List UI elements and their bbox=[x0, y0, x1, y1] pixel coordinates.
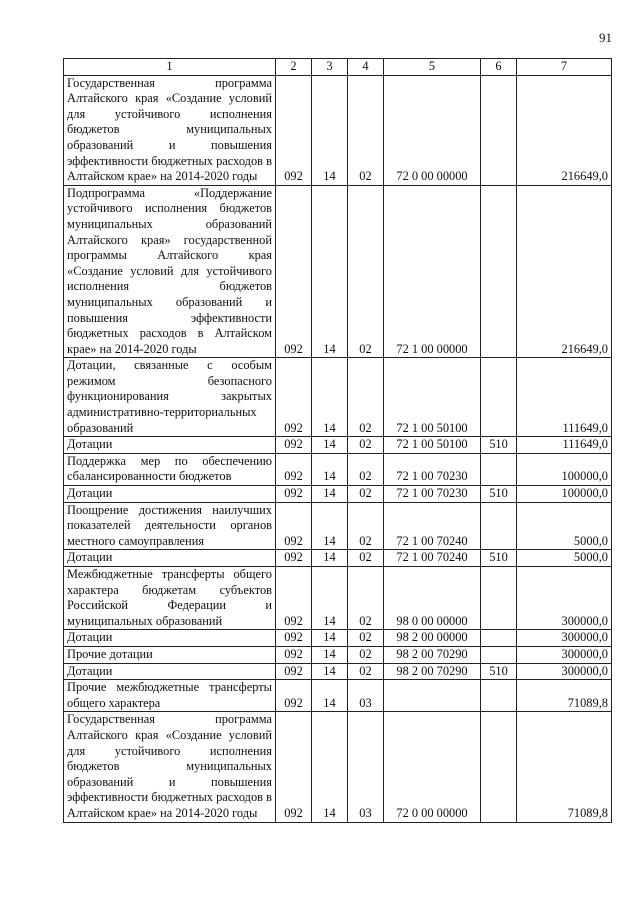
table-row bbox=[64, 550, 612, 567]
row-name: Дотации, связанные с особым режимом безопасного функционирования закрытых административно-территориальных образований bbox=[64, 358, 276, 437]
amount: 100000,0 bbox=[517, 453, 612, 485]
expense-type-code bbox=[481, 75, 517, 185]
table-row bbox=[64, 358, 612, 437]
subsection-code: 02 bbox=[348, 663, 384, 680]
column-header: 2 bbox=[276, 59, 312, 76]
amount: 300000,0 bbox=[517, 663, 612, 680]
target-article-code: 72 0 00 00000 bbox=[384, 75, 481, 185]
section-code: 14 bbox=[312, 663, 348, 680]
expense-type-code bbox=[481, 453, 517, 485]
subsection-code: 02 bbox=[348, 646, 384, 663]
ministry-code: 092 bbox=[276, 75, 312, 185]
subsection-code: 02 bbox=[348, 358, 384, 437]
target-article-code: 98 2 00 70290 bbox=[384, 663, 481, 680]
table-row bbox=[64, 630, 612, 647]
ministry-code: 092 bbox=[276, 502, 312, 550]
subsection-code: 02 bbox=[348, 502, 384, 550]
row-name: Дотации bbox=[64, 486, 276, 503]
ministry-code: 092 bbox=[276, 185, 312, 358]
table-row bbox=[64, 567, 612, 630]
ministry-code: 092 bbox=[276, 453, 312, 485]
amount: 216649,0 bbox=[517, 75, 612, 185]
row-name: Прочие дотации bbox=[64, 646, 276, 663]
amount: 71089,8 bbox=[517, 712, 612, 822]
table-row bbox=[64, 646, 612, 663]
row-name: Прочие межбюджетные трансферты общего характера bbox=[64, 680, 276, 712]
subsection-code: 03 bbox=[348, 680, 384, 712]
ministry-code: 092 bbox=[276, 630, 312, 647]
table-row bbox=[64, 712, 612, 822]
target-article-code: 98 0 00 00000 bbox=[384, 567, 481, 630]
ministry-code: 092 bbox=[276, 567, 312, 630]
expense-type-code bbox=[481, 630, 517, 647]
amount: 5000,0 bbox=[517, 502, 612, 550]
subsection-code: 02 bbox=[348, 437, 384, 454]
ministry-code: 092 bbox=[276, 550, 312, 567]
section-code: 14 bbox=[312, 502, 348, 550]
row-name: Межбюджетные трансферты общего характера бюджетам субъектов Российской Федерации и муниципальных образований bbox=[64, 567, 276, 630]
row-name: Поддержка мер по обеспечению сбалансированности бюджетов bbox=[64, 453, 276, 485]
expense-type-code: 510 bbox=[481, 437, 517, 454]
expense-type-code bbox=[481, 712, 517, 822]
target-article-code: 98 2 00 70290 bbox=[384, 646, 481, 663]
expense-type-code bbox=[481, 185, 517, 358]
column-header: 3 bbox=[312, 59, 348, 76]
expense-type-code: 510 bbox=[481, 550, 517, 567]
target-article-code: 72 1 00 70230 bbox=[384, 453, 481, 485]
section-code: 14 bbox=[312, 646, 348, 663]
subsection-code: 02 bbox=[348, 75, 384, 185]
expense-type-code: 510 bbox=[481, 486, 517, 503]
section-code: 14 bbox=[312, 567, 348, 630]
row-name: Дотации bbox=[64, 630, 276, 647]
section-code: 14 bbox=[312, 486, 348, 503]
row-name: Дотации bbox=[64, 437, 276, 454]
column-header: 5 bbox=[384, 59, 481, 76]
row-name: Дотации bbox=[64, 550, 276, 567]
ministry-code: 092 bbox=[276, 712, 312, 822]
target-article-code: 72 1 00 50100 bbox=[384, 358, 481, 437]
amount: 300000,0 bbox=[517, 630, 612, 647]
table-row bbox=[64, 185, 612, 358]
expense-type-code: 510 bbox=[481, 663, 517, 680]
section-code: 14 bbox=[312, 680, 348, 712]
row-name: Дотации bbox=[64, 663, 276, 680]
section-code: 14 bbox=[312, 358, 348, 437]
table-row bbox=[64, 663, 612, 680]
column-header: 1 bbox=[64, 59, 276, 76]
column-header: 6 bbox=[481, 59, 517, 76]
ministry-code: 092 bbox=[276, 663, 312, 680]
table-row bbox=[64, 680, 612, 712]
section-code: 14 bbox=[312, 437, 348, 454]
amount: 300000,0 bbox=[517, 646, 612, 663]
subsection-code: 02 bbox=[348, 185, 384, 358]
target-article-code: 72 1 00 00000 bbox=[384, 185, 481, 358]
amount: 300000,0 bbox=[517, 567, 612, 630]
ministry-code: 092 bbox=[276, 680, 312, 712]
section-code: 14 bbox=[312, 550, 348, 567]
section-code: 14 bbox=[312, 185, 348, 358]
target-article-code: 72 0 00 00000 bbox=[384, 712, 481, 822]
row-name: Подпрограмма «Поддержание устойчивого исполнения бюджетов муниципальных образований Алтайского края» государственной программы Алтайского края «Создание условий для устойчивого исполнения бюджетов муниципальных образований и повышения эффективности бюджетных расходов в Алтайском крае» на 2014-2020 годы bbox=[64, 185, 276, 358]
subsection-code: 02 bbox=[348, 453, 384, 485]
row-name: Государственная программа Алтайского края «Создание условий для устойчивого исполнения бюджетов муниципальных образований и повышения эффективности бюджетных расходов в Алтайском крае» на 2014-2020 годы bbox=[64, 712, 276, 822]
table-row bbox=[64, 502, 612, 550]
subsection-code: 02 bbox=[348, 567, 384, 630]
budget-table bbox=[63, 58, 612, 823]
target-article-code: 72 1 00 70240 bbox=[384, 502, 481, 550]
expense-type-code bbox=[481, 502, 517, 550]
target-article-code: 98 2 00 00000 bbox=[384, 630, 481, 647]
target-article-code: 72 1 00 70230 bbox=[384, 486, 481, 503]
amount: 216649,0 bbox=[517, 185, 612, 358]
row-name: Государственная программа Алтайского края «Создание условий для устойчивого исполнения бюджетов муниципальных образований и повышения эффективности бюджетных расходов в Алтайском крае» на 2014-2020 годы bbox=[64, 75, 276, 185]
section-code: 14 bbox=[312, 453, 348, 485]
expense-type-code bbox=[481, 358, 517, 437]
target-article-code bbox=[384, 680, 481, 712]
ministry-code: 092 bbox=[276, 486, 312, 503]
page-number: 91 bbox=[599, 30, 612, 45]
amount: 71089,8 bbox=[517, 680, 612, 712]
ministry-code: 092 bbox=[276, 358, 312, 437]
amount: 5000,0 bbox=[517, 550, 612, 567]
expense-type-code bbox=[481, 646, 517, 663]
section-code: 14 bbox=[312, 75, 348, 185]
subsection-code: 02 bbox=[348, 630, 384, 647]
header-row bbox=[64, 59, 612, 76]
target-article-code: 72 1 00 70240 bbox=[384, 550, 481, 567]
table-row bbox=[64, 486, 612, 503]
table-row bbox=[64, 437, 612, 454]
subsection-code: 03 bbox=[348, 712, 384, 822]
expense-type-code bbox=[481, 567, 517, 630]
ministry-code: 092 bbox=[276, 437, 312, 454]
expense-type-code bbox=[481, 680, 517, 712]
ministry-code: 092 bbox=[276, 646, 312, 663]
subsection-code: 02 bbox=[348, 550, 384, 567]
amount: 111649,0 bbox=[517, 437, 612, 454]
table-row bbox=[64, 453, 612, 485]
section-code: 14 bbox=[312, 630, 348, 647]
table-row bbox=[64, 75, 612, 185]
amount: 111649,0 bbox=[517, 358, 612, 437]
subsection-code: 02 bbox=[348, 486, 384, 503]
column-header: 4 bbox=[348, 59, 384, 76]
row-name: Поощрение достижения наилучших показателей деятельности органов местного самоуправления bbox=[64, 502, 276, 550]
amount: 100000,0 bbox=[517, 486, 612, 503]
section-code: 14 bbox=[312, 712, 348, 822]
target-article-code: 72 1 00 50100 bbox=[384, 437, 481, 454]
column-header: 7 bbox=[517, 59, 612, 76]
